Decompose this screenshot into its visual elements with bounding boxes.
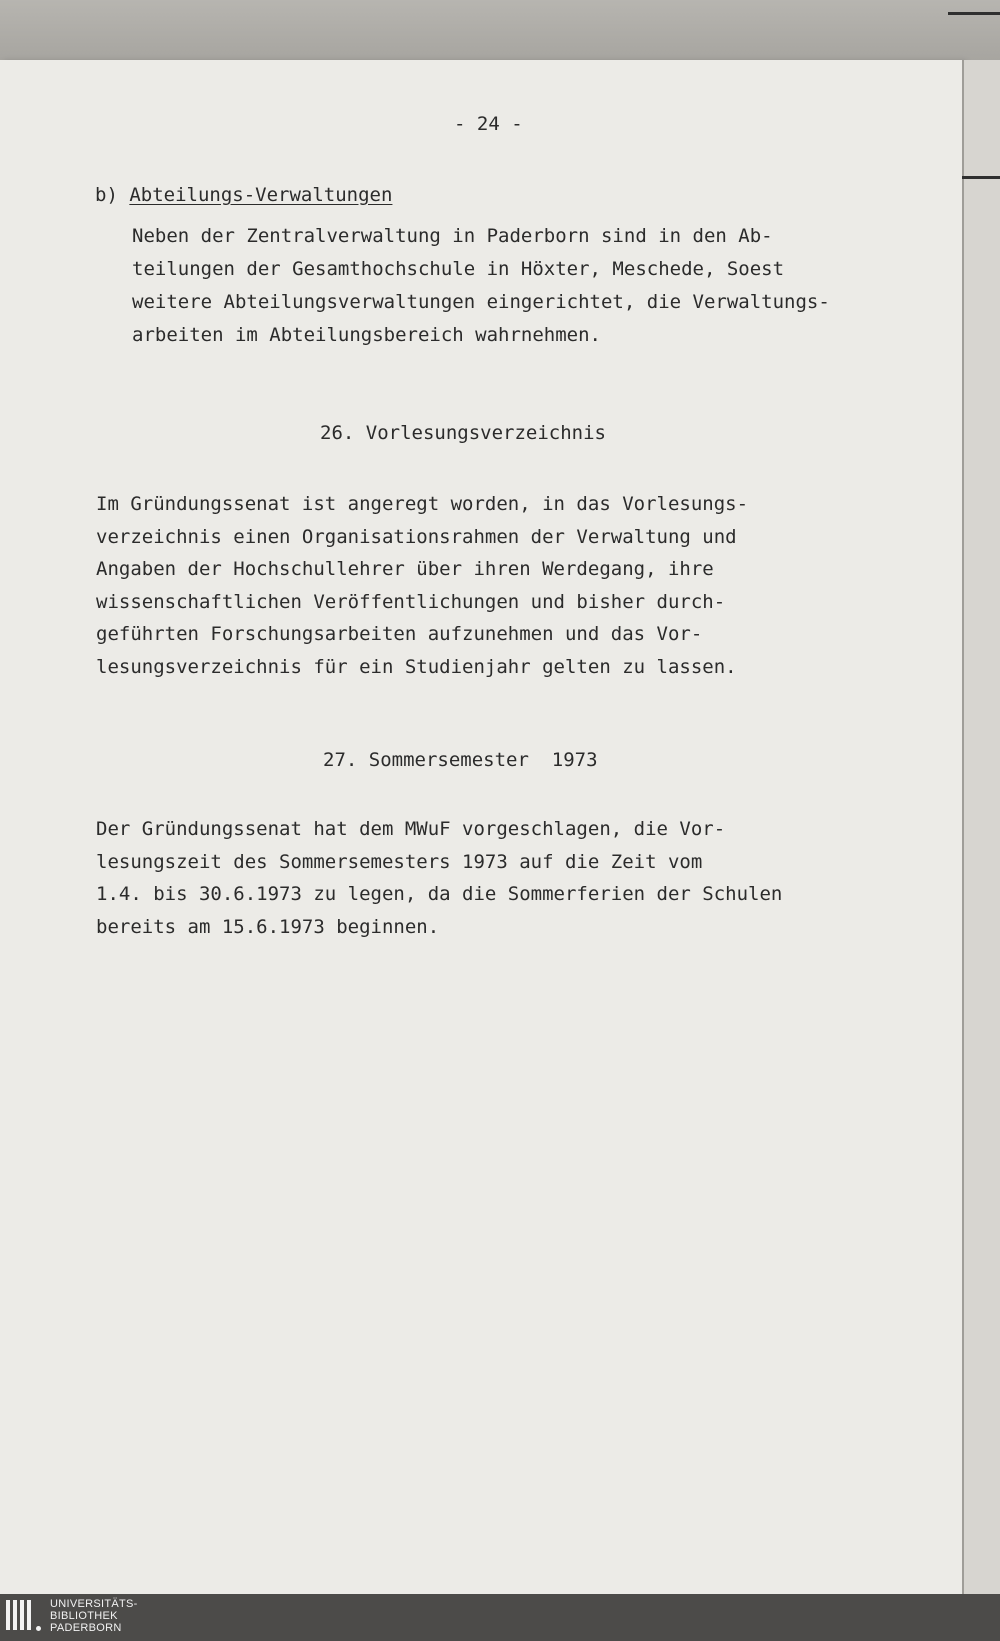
paragraph-line: Neben der Zentralverwaltung in Paderborn sind in den Ab-: [132, 225, 773, 247]
logo-line: PADERBORN: [50, 1622, 122, 1634]
paragraph-line: 1.4. bis 30.6.1973 zu legen, da die Sommerferien der Schulen: [96, 883, 783, 906]
paragraph-line: Angaben der Hochschullehrer über ihren Werdegang, ihre: [96, 558, 714, 581]
logo-line: BIBLIOTHEK: [50, 1610, 118, 1622]
section-27-paragraph: [96, 813, 782, 943]
library-logo: [6, 1598, 138, 1634]
section-27-heading: 27. Sommersemester 1973: [323, 749, 598, 771]
section-26-paragraph: [96, 488, 748, 684]
paragraph-line: lesungszeit des Sommersemesters 1973 auf die Zeit vom: [96, 850, 703, 873]
paragraph-line: lesungsverzeichnis für ein Studienjahr gelten zu lassen.: [96, 655, 737, 678]
margin-rule-top: [948, 12, 1000, 15]
next-page-edge: [962, 60, 1000, 1594]
section-b-prefix: b): [95, 184, 130, 206]
paragraph-line: wissenschaftlichen Veröffentlichungen und bisher durch-: [96, 590, 726, 613]
paragraph-line: verzeichnis einen Organisationsrahmen der Verwaltung und: [96, 525, 737, 548]
paragraph-line: bereits am 15.6.1973 beginnen.: [96, 915, 440, 938]
paragraph-line: Der Gründungssenat hat dem MWuF vorgeschlagen, die Vor-: [96, 818, 726, 840]
margin-rule-mid: [962, 176, 1000, 179]
paragraph-line: Im Gründungssenat ist angeregt worden, in das Vorlesungs-: [96, 493, 749, 515]
library-logo-text: [50, 1598, 138, 1634]
paragraph-line: teilungen der Gesamthochschule in Höxter, Meschede, Soest: [132, 258, 785, 280]
page-number: - 24 -: [454, 113, 523, 135]
logo-line: UNIVERSITÄTS-: [50, 1598, 138, 1610]
paragraph-line: geführten Forschungsarbeiten aufzunehmen und das Vor-: [96, 623, 703, 646]
paragraph-line: weitere Abteilungsverwaltungen eingerichtet, die Verwaltungs-: [132, 291, 830, 313]
barcode-icon: [6, 1598, 42, 1634]
page-backdrop-top: [0, 0, 1000, 60]
section-b-title: Abteilungs-Verwaltungen: [129, 184, 393, 206]
footer-bar: [0, 1594, 1000, 1641]
paragraph-line: arbeiten im Abteilungsbereich wahrnehmen.: [132, 324, 601, 346]
section-26-heading: 26. Vorlesungsverzeichnis: [320, 422, 606, 444]
section-b-heading: [95, 183, 392, 207]
section-b-paragraph: [132, 220, 830, 352]
